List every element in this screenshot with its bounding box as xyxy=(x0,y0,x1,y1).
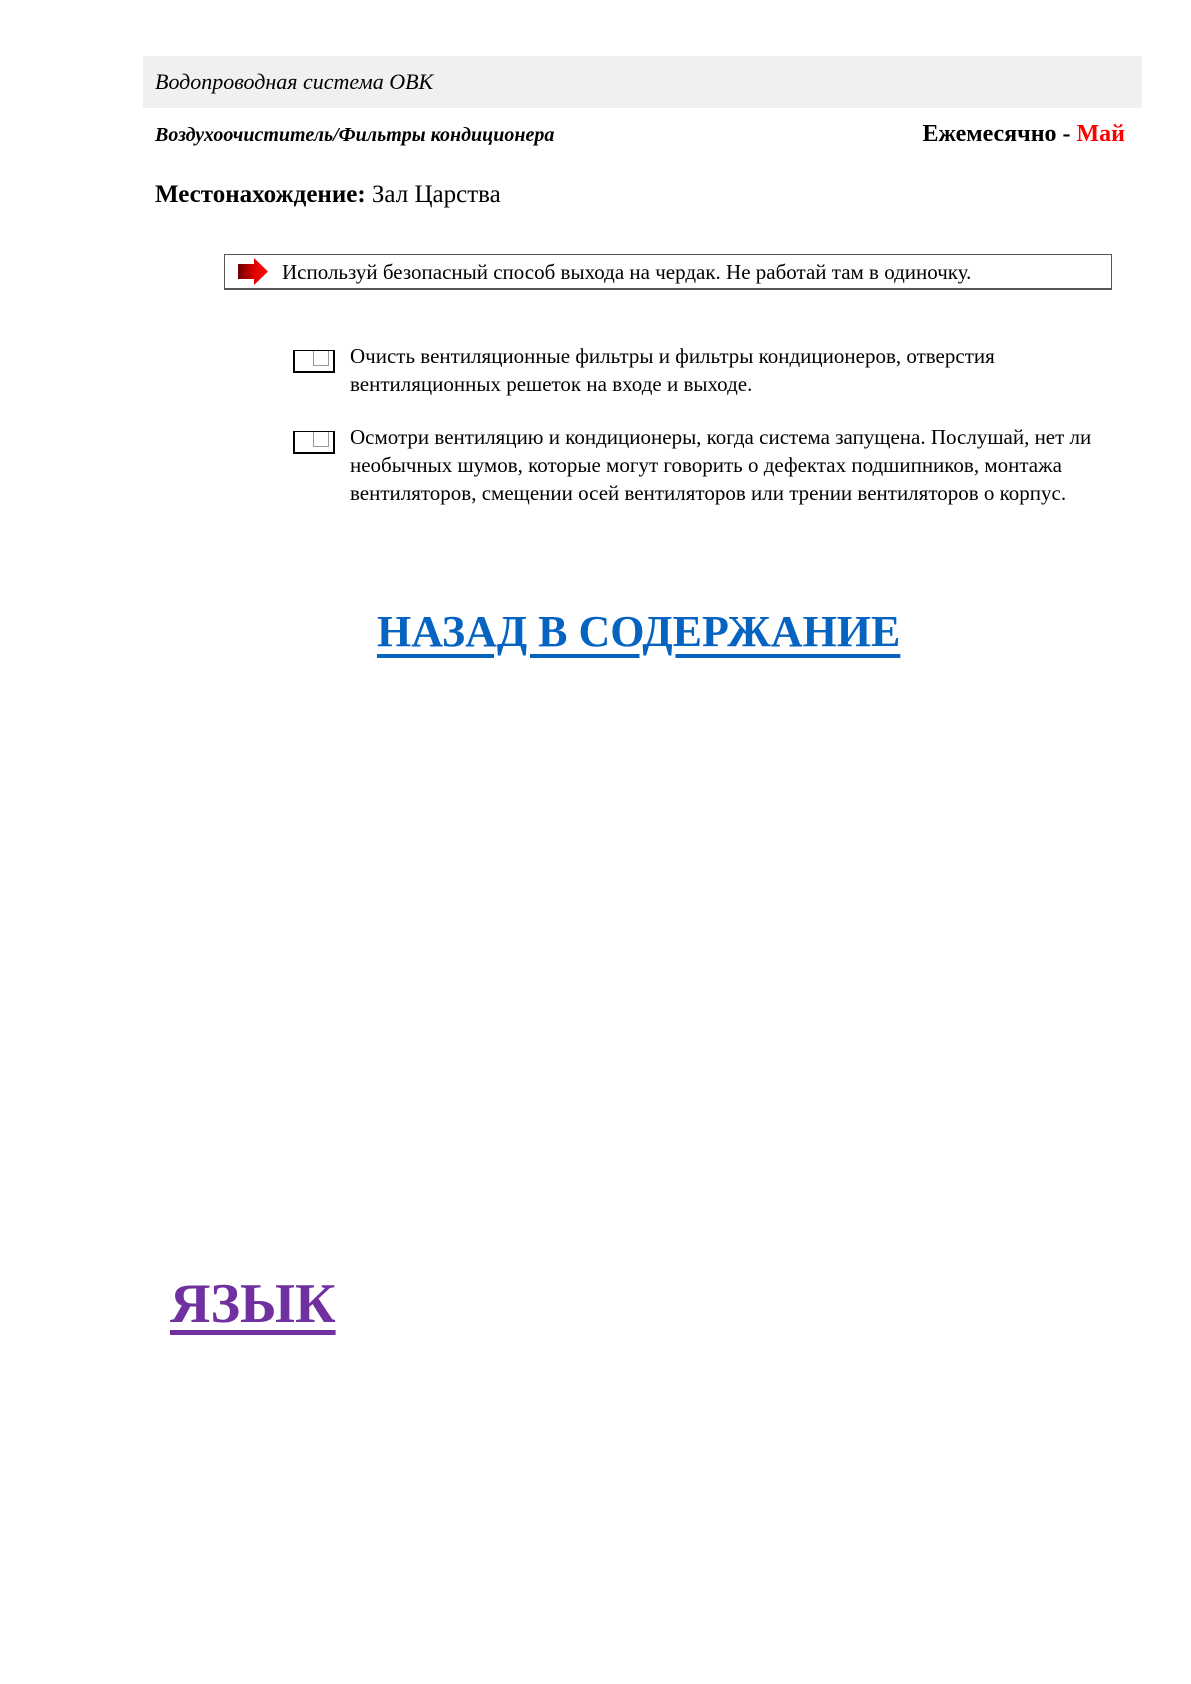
back-to-contents-link[interactable]: НАЗАД В СОДЕРЖАНИЕ xyxy=(377,607,901,656)
location-line xyxy=(155,181,501,209)
equipment-subtitle: Воздухоочиститель/Фильтры кондиционера xyxy=(155,124,555,146)
location-label: Местонахождение: xyxy=(155,181,366,208)
checkbox-glyph-icon xyxy=(313,432,329,447)
language-link[interactable]: ЯЗЫК xyxy=(170,1273,336,1335)
warning-text: Используй безопасный способ выхода на чердак. Не работай там в одиночку. xyxy=(282,260,972,284)
frequency-label xyxy=(922,121,1125,148)
task-text: Осмотри вентиляцию и кондиционеры, когда система запущена. Послушай, нет ли необычных шумов, которые могут говорить о дефектах подшипников, монтажа вентиляторов, смещении осей вентиляторов или трении вентиляторов о корпус. xyxy=(350,425,1092,505)
section-header-bar xyxy=(143,56,1142,108)
task-checkbox[interactable] xyxy=(293,431,335,454)
checkbox-glyph-icon xyxy=(313,351,329,366)
section-title: Водопроводная система ОВК xyxy=(155,69,434,94)
frequency-month: Май xyxy=(1076,121,1125,147)
location-value: Зал Царства xyxy=(365,181,501,208)
warning-box xyxy=(224,254,1112,290)
task-checkbox[interactable] xyxy=(293,350,335,373)
right-arrow-icon xyxy=(238,258,268,285)
frequency-text: Ежемесячно - xyxy=(922,121,1077,147)
task-text: Очисть вентиляционные фильтры и фильтры кондиционеров, отверстия вентиляционных решеток на входе и выходе. xyxy=(350,344,995,396)
